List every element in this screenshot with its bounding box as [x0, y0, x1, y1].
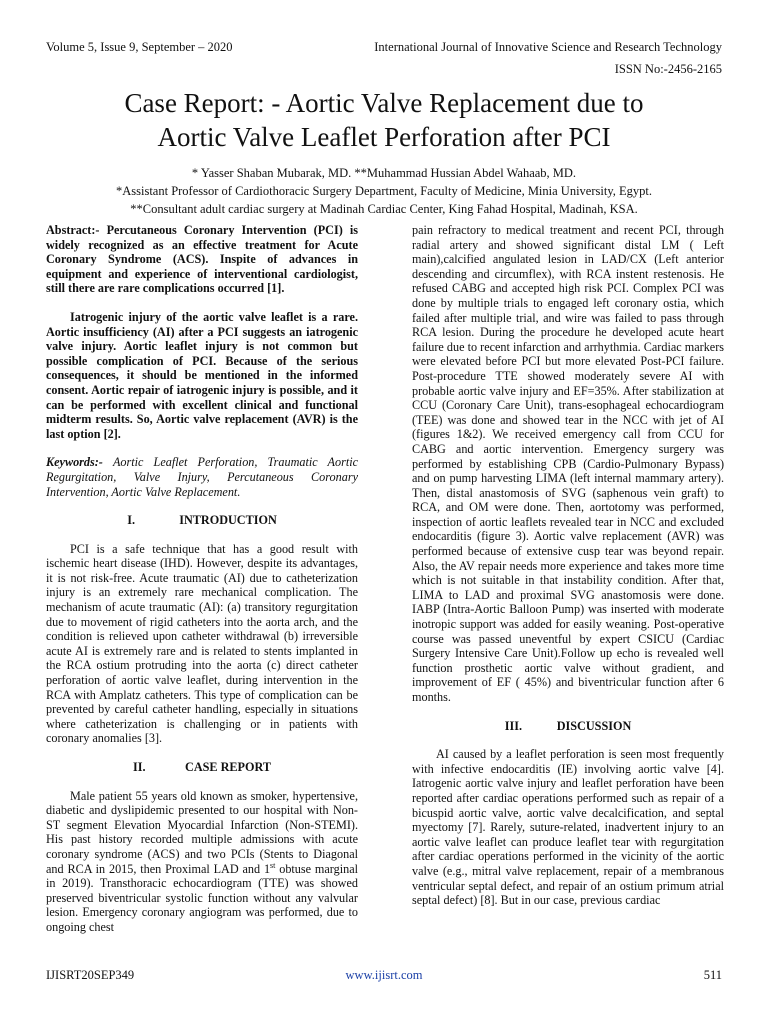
- author-block: [40, 164, 728, 218]
- section-heading-introduction: I. INTRODUCTION: [127, 513, 277, 528]
- volume-issue: Volume 5, Issue 9, September – 2020: [46, 40, 233, 54]
- section-heading-case-report: II. CASE REPORT: [133, 760, 271, 774]
- section-heading-discussion: III. DISCUSSION: [504, 718, 632, 733]
- paper-title: [40, 86, 728, 154]
- journal-website-link[interactable]: www.ijisrt.com: [345, 968, 423, 982]
- keywords-label: Keywords:-: [46, 455, 103, 470]
- author-affiliation-2: **Consultant adult cardiac surgery at Madinah Cardiac Center, King Fahad Hospital, Madinah, KSA.: [130, 202, 638, 216]
- abstract-paragraph-2: Iatrogenic injury of the aortic valve leaflet is a rare. Aortic insufficiency (AI) after a PCI suggests an iatrogenic valve injury. Aortic leaflet injury is not common but possible complication of PCI. Because of the serious consequences, it should be mentioned in the informed consent. Aortic repair of iatrogenic injury is possible, and it can be performed with excellent clinical and functional midterm results. So, Aortic valve replacement (AVR) is the last option [2].: [46, 309, 358, 441]
- journal-name: International Journal of Innovative Science and Research Technology: [374, 40, 722, 54]
- author-names: * Yasser Shaban Mubarak, MD. **Muhammad Hussian Abdel Wahaab, MD.: [191, 166, 577, 180]
- keywords: [46, 455, 358, 499]
- right-column: [412, 223, 724, 908]
- case-report-text: Male patient 55 years old known as smoker, hypertensive, diabetic and dyslipidemic presented to our hospital with Non-ST segment Elevation Myocardial Infarction (Non-STEMI). His past history recorded multiple admissions with acute coronary syndrome (ACS) and two PCIs (Stents to Diagonal and RCA in 2015, then Proximal LAD and 1st obtuse marginal in 2019). Transthoracic echocardiogram (TTE) was showed preserved biventricular systolic function without any valvular lesion. Emergency coronary angiogram was performed, due to ongoing chest: [46, 788, 358, 934]
- title-line-2: Aortic Valve Leaflet Perforation after PCI: [157, 122, 611, 152]
- running-header: [46, 40, 722, 56]
- keywords-text: Aortic Leaflet Perforation, Traumatic Aortic Regurgitation, Valve Injury, Percutaneous Coronary Intervention, Aortic Valve Replacement.: [46, 455, 358, 499]
- case-report-continued: pain refractory to medical treatment and recent PCI, through radial artery and showed significant distal LM ( Left main),calcified angulated lesion in LAD/CX (Left anterior descending and circumflex), with RCA instent restenosis. He refused CABG and accepted high risk PCI. Complex PCI was done by multiple trials to engaged left coronary ostia, which failed after multiple trial, and wire was failed to pass through RCA lesion. During the procedure he developed acute heart failure due to recent infarction and arrhythmia. Cardiac markers were elevated before PCI but more elevated Post-PCI failure. Post-procedure TTE showed moderately severe AI with probable aortic valve injury and EF=35%. After stabilization at CCU (Coronary Care Unit), trans-esophageal echocardiogram (TEE) was done and showed tear in the NCC with jet of AI (figures 1&2). We received emergency call from CCU for CABG and aortic intervention. Emergency surgery was performed by establishing CPB (Cardio-Pulmonary Bypass) and on pump harvesting LIMA (left internal mammary artery). Then, distal anastomosis of SVG (saphenous vein graft) to RCA, and OM were done. Then, aortotomy was performed, inspection of aortic leaflets revealed tear in NCC and excluded endocarditis (figure 3). Aortic valve replacement (AVR) was performed because of extensive cusp tear was beyond repair. Also, the AV repair needs more experience and takes more time which is not suitable in that instability condition. After that, LIMA to LAD and proximal SVG anastomosis were done. IABP (Intra-Aortic Balloon Pump) was inserted with moderate inotropic support was added for easily weaning. Post-operative course was passed uneventful by expert CSICU (Cardiac Surgery Intensive Care Unit).Follow up echo is revealed well function prosthetic aortic valve without gradient, and improvement of EF ( 45%) and biventricular function after 6 months.: [412, 223, 724, 704]
- title-line-1: Case Report: - Aortic Valve Replacement due to: [124, 88, 644, 118]
- issn: ISSN No:-2456-2165: [614, 62, 722, 76]
- discussion-text: AI caused by a leaflet perforation is seen most frequently with infective endocarditis (IE) involving aortic valve [4]. Iatrogenic aortic valve injury and leaflet perforation have been reported after cardiac operations performed such as repair of a bicuspid aortic valve, aortic valve decalcification, and septal myectomy [7]. Rarely, suture-related, inadvertent injury to an aortic valve leaflet can produce leaflet tear with regurgitation after cardiac operations performed in the vicinity of the aortic valve (e.g., mitral valve replacement, repair of a membranous ventricular septal defect, and repair of an ostium primum atrial septal defect) [8]. But in our case, previous cardiac: [412, 747, 724, 908]
- page-number: 511: [703, 968, 722, 982]
- article-id: IJISRT20SEP349: [46, 968, 135, 982]
- abstract-paragraph-1: Abstract:- Percutaneous Coronary Intervention (PCI) is widely recognized as an effective treatment for Acute Coronary Syndrome (ACS). Inspite of advances in equipment and experience of interventional cardiologist, still there are rare complications occurred [1].: [46, 223, 358, 296]
- author-affiliation-1: *Assistant Professor of Cardiothoracic Surgery Department, Faculty of Medicine, Minia University, Egypt.: [115, 184, 652, 198]
- page-footer: [46, 968, 722, 984]
- left-column: [46, 223, 358, 935]
- introduction-text: PCI is a safe technique that has a good result with ischemic heart disease (IHD). However, despite its advantages, it is not risk-free. Acute traumatic (AI) due to catheterization injury is an extremely rare mechanical complication. The mechanism of acute traumatic (AI): (a) transitory regurgitation due to movement of rigid catheters into the aorta arch, and the condition is relieved upon catheter withdrawal (b) irreversible acute AI is extremely rare and is related to stents implanted in the RCA ostium protruding into the aorta (c) direct catheter perforation of aortic valve leaflet, during intervention in the RCA with Amplatz catheters. This type of complication can be prevented by careful catheter handling, especially in situations where catheterization is challenging or in patients with coronary anomalies [3].: [46, 541, 358, 746]
